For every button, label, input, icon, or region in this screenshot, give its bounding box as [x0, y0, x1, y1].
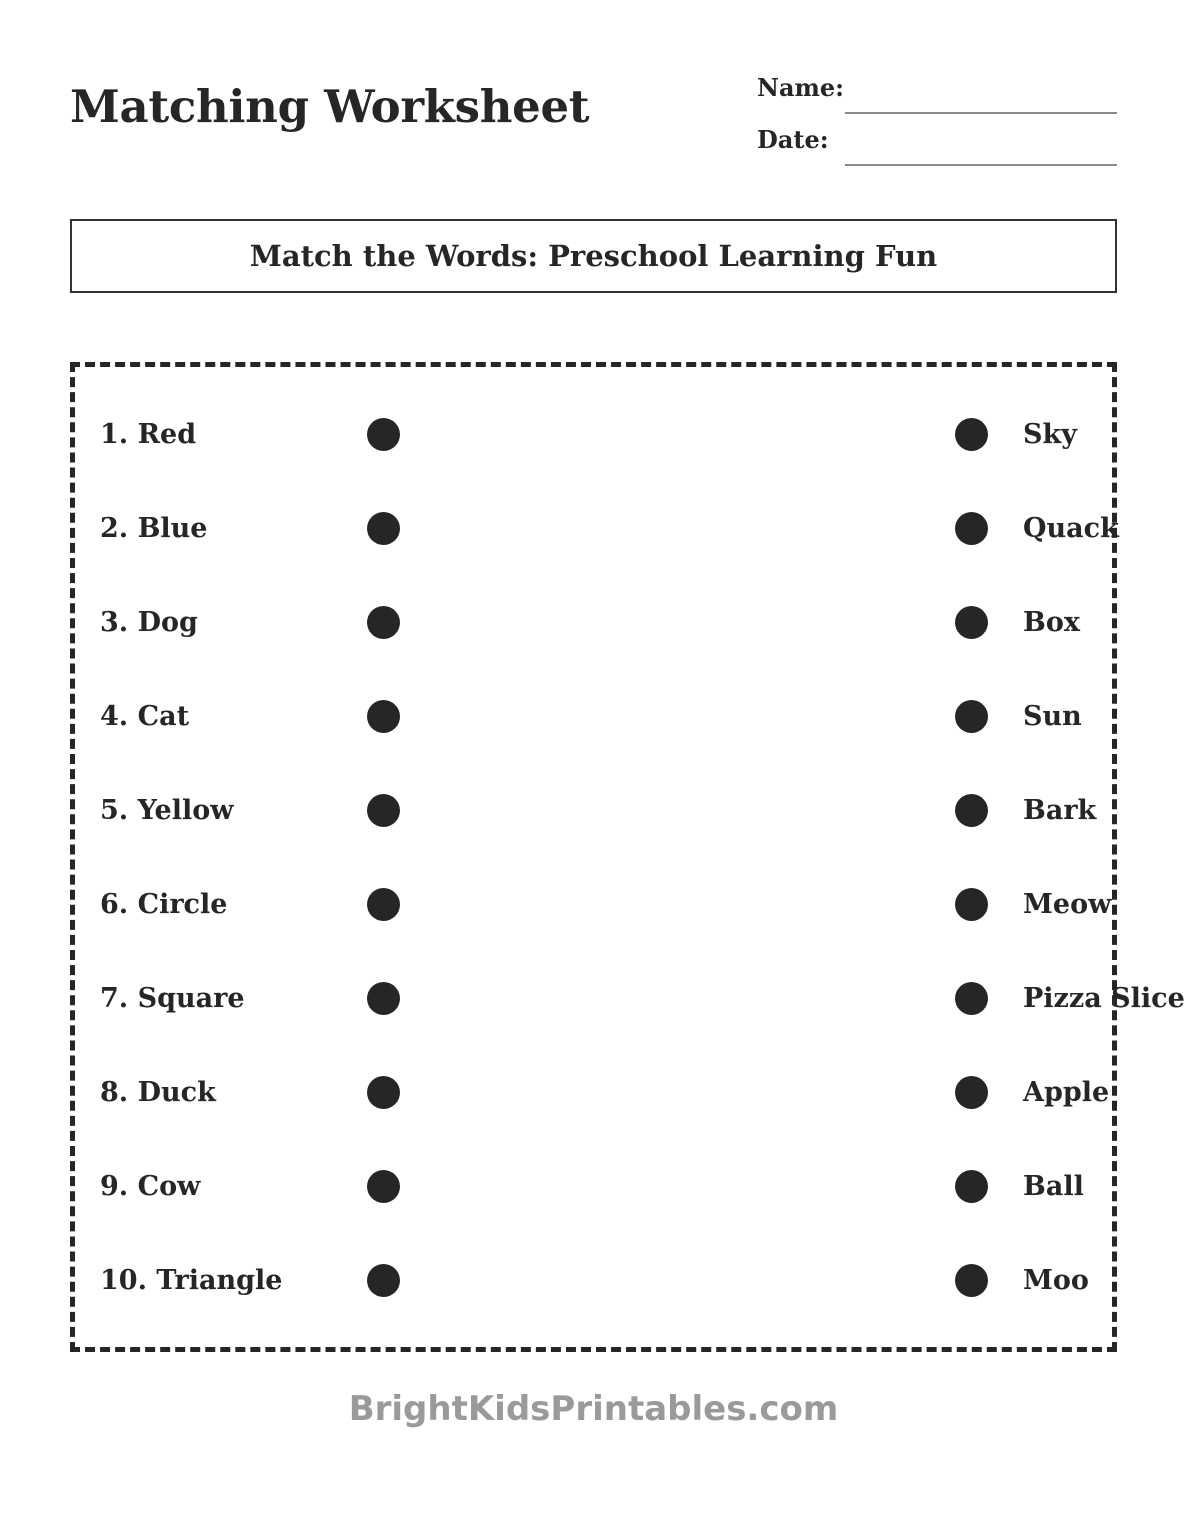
filled-circle-dot-icon[interactable] [367, 1170, 400, 1203]
worksheet-footer [0, 1389, 1187, 1429]
date-input-line[interactable] [845, 164, 1117, 166]
left-connector-10[interactable] [363, 1250, 403, 1310]
right-item-8 [953, 1062, 1187, 1122]
filled-circle-dot-icon[interactable] [367, 1076, 400, 1109]
filled-circle-dot-icon[interactable] [367, 888, 400, 921]
left-item-3 [100, 592, 360, 652]
left-item-label: 7. Square [100, 982, 245, 1014]
right-item-6 [953, 874, 1187, 934]
site-watermark: BrightKidsPrintables.com [348, 1389, 839, 1429]
left-item-5 [100, 780, 360, 840]
page-title: Matching Worksheet [70, 80, 590, 133]
right-item-label: Sun [1023, 700, 1082, 732]
left-connector-3[interactable] [363, 592, 403, 652]
filled-circle-dot-icon[interactable] [367, 606, 400, 639]
right-item-1 [953, 404, 1187, 464]
match-row [75, 1250, 1112, 1344]
left-item-label: 2. Blue [100, 512, 208, 544]
left-connector-1[interactable] [363, 404, 403, 464]
right-item-label: Apple [1023, 1076, 1110, 1108]
left-item-label: 8. Duck [100, 1076, 216, 1108]
date-field-row [737, 114, 1117, 166]
left-item-8 [100, 1062, 360, 1122]
right-item-label: Pizza Slice [1023, 982, 1185, 1014]
match-row [75, 1156, 1112, 1250]
left-item-2 [100, 498, 360, 558]
instruction-text: Match the Words: Preschool Learning Fun [249, 238, 938, 273]
right-item-5 [953, 780, 1187, 840]
right-item-7 [953, 968, 1187, 1028]
right-item-3 [953, 592, 1187, 652]
left-item-label: 1. Red [100, 418, 197, 450]
match-row [75, 686, 1112, 780]
right-item-label: Sky [1023, 418, 1077, 450]
left-item-label: 10. Triangle [100, 1264, 283, 1296]
right-item-label: Box [1023, 606, 1080, 638]
left-connector-8[interactable] [363, 1062, 403, 1122]
filled-circle-dot-icon[interactable] [367, 512, 400, 545]
date-label: Date: [757, 125, 829, 154]
match-row [75, 592, 1112, 686]
left-item-6 [100, 874, 360, 934]
left-connector-7[interactable] [363, 968, 403, 1028]
right-item-label: Ball [1023, 1170, 1084, 1202]
left-item-10 [100, 1250, 360, 1310]
left-item-9 [100, 1156, 360, 1216]
left-connector-9[interactable] [363, 1156, 403, 1216]
match-row [75, 404, 1112, 498]
filled-circle-dot-icon[interactable] [367, 982, 400, 1015]
right-item-4 [953, 686, 1187, 746]
right-item-label: Moo [1023, 1264, 1089, 1296]
filled-circle-dot-icon[interactable] [367, 794, 400, 827]
match-row [75, 874, 1112, 968]
filled-circle-dot-icon[interactable] [367, 1264, 400, 1297]
student-info-fields [737, 62, 1117, 166]
name-label: Name: [757, 73, 845, 102]
filled-circle-dot-icon[interactable] [367, 700, 400, 733]
right-item-label: Bark [1023, 794, 1097, 826]
match-row [75, 498, 1119, 592]
match-row [75, 780, 1112, 874]
match-row [75, 1062, 1112, 1156]
right-item-label: Meow [1023, 888, 1112, 920]
left-item-4 [100, 686, 360, 746]
left-item-7 [100, 968, 360, 1028]
right-item-2 [953, 498, 1187, 558]
name-field-row [737, 62, 1117, 114]
matching-exercise-area [70, 362, 1185, 1352]
left-item-1 [100, 404, 360, 464]
right-item-label: Quack [1023, 512, 1119, 544]
right-item-10 [953, 1250, 1187, 1310]
matching-rows [75, 367, 1185, 1344]
left-item-label: 9. Cow [100, 1170, 201, 1202]
filled-circle-dot-icon[interactable] [367, 418, 400, 451]
left-item-label: 6. Circle [100, 888, 228, 920]
left-connector-5[interactable] [363, 780, 403, 840]
worksheet-header [70, 62, 1117, 192]
left-item-label: 3. Dog [100, 606, 198, 638]
left-item-label: 4. Cat [100, 700, 190, 732]
left-connector-4[interactable] [363, 686, 403, 746]
left-connector-6[interactable] [363, 874, 403, 934]
right-item-9 [953, 1156, 1187, 1216]
match-row [75, 968, 1185, 1062]
left-connector-2[interactable] [363, 498, 403, 558]
left-item-label: 5. Yellow [100, 794, 234, 826]
instruction-banner [70, 219, 1117, 293]
